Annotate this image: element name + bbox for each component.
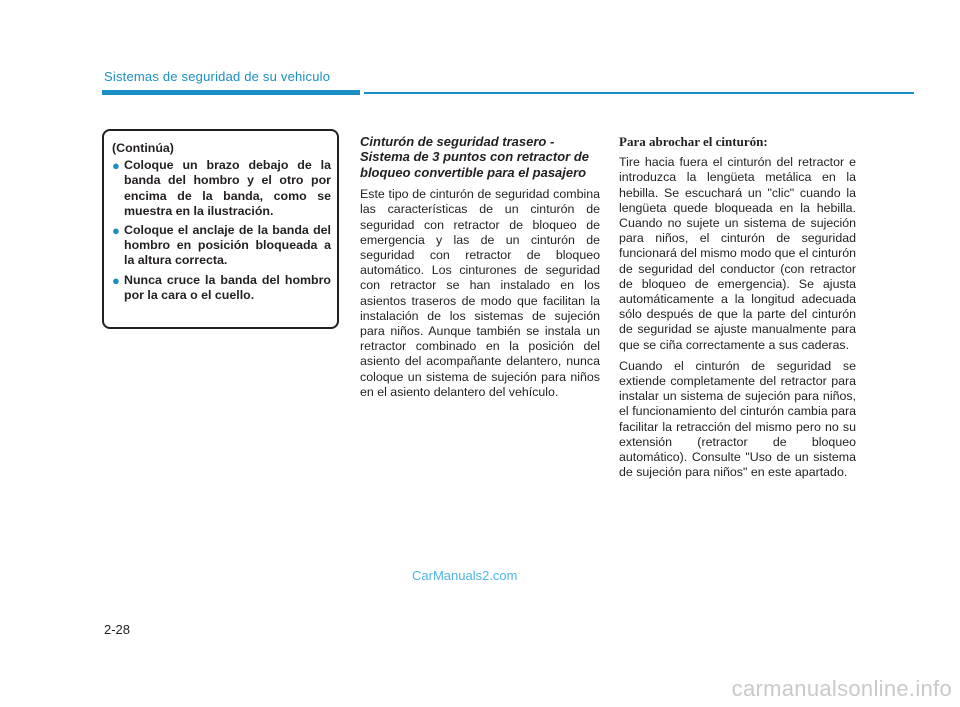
body-paragraph: Tire hacia fuera el cinturón del retractor e introduzca la lengüeta metálica en la hebilla. Se escuchará un "clic" cuando la lengüeta quede bloqueada en la hebilla. Cuando no sujete un sistema de sujeción para niños, el cinturón de seguridad funcionará del mismo modo que el cinturón de seguridad del conductor (con retractor de bloqueo de emergencia). Se ajusta automáticamente a la longitud adecuada sólo después de que la parte del cinturón de seguridad se ajuste manualmente para que se ciña correctamente a sus caderas.	[619, 155, 856, 352]
subsection-heading: Cinturón de seguridad trasero - Sistema de 3 puntos con retractor de bloqueo convertible para el pasajero	[360, 134, 590, 180]
watermark-link[interactable]: CarManuals2.com	[412, 568, 518, 583]
header-rule	[364, 92, 914, 94]
warning-item	[112, 158, 331, 219]
bullet-icon: ●	[112, 158, 120, 174]
column-fasten-belt	[619, 134, 856, 480]
page-number: 2-28	[104, 622, 131, 637]
footer-watermark: carmanualsonline.info	[731, 676, 952, 701]
warning-item-text: Coloque un brazo debajo de la banda del hombro y el otro por encima de la banda, como se muestra en la ilustración.	[124, 158, 331, 218]
bullet-icon: ●	[112, 223, 120, 239]
warning-item-text: Nunca cruce la banda del hombro por la cara o el cuello.	[124, 272, 331, 302]
warning-box	[102, 129, 339, 329]
continued-label: (Continúa)	[112, 141, 174, 155]
warning-item	[112, 273, 331, 303]
section-title: Sistemas de seguridad de su vehiculo	[104, 69, 331, 84]
warning-item	[112, 223, 331, 269]
body-paragraph: Este tipo de cinturón de seguridad combina las características de un cinturón de seguridad con retractor de bloqueo de emergencia y las de un cinturón de seguridad con retractor de bloqueo automático. Los cinturones de seguridad con retractor se han instalado en los asientos traseros de modo que facilitan la instalación de los sistemas de sujeción para niños. Aunque también se instala un retractor combinado en la posición del asiento del acompañante delantero, nunca coloque un sistema de sujeción para niños en el asiento delantero del vehículo.	[360, 187, 600, 399]
warning-item-text: Coloque el anclaje de la banda del hombro en posición bloqueada a la altura correcta.	[124, 223, 331, 268]
subsection-heading: Para abrochar el cinturón:	[619, 134, 768, 149]
header-rule-accent	[102, 90, 360, 95]
warning-list	[112, 158, 331, 303]
body-paragraph: Cuando el cinturón de seguridad se extiende completamente del retractor para instalar un sistema de sujeción para niños, el funcionamiento del cinturón cambia para facilitar la retracción del mismo pero no su extensión (retractor de bloqueo automático). Consulte "Uso de un sistema de sujeción para niños" en este apartado.	[619, 358, 856, 480]
bullet-icon: ●	[112, 272, 120, 288]
column-rear-belt	[360, 134, 600, 400]
